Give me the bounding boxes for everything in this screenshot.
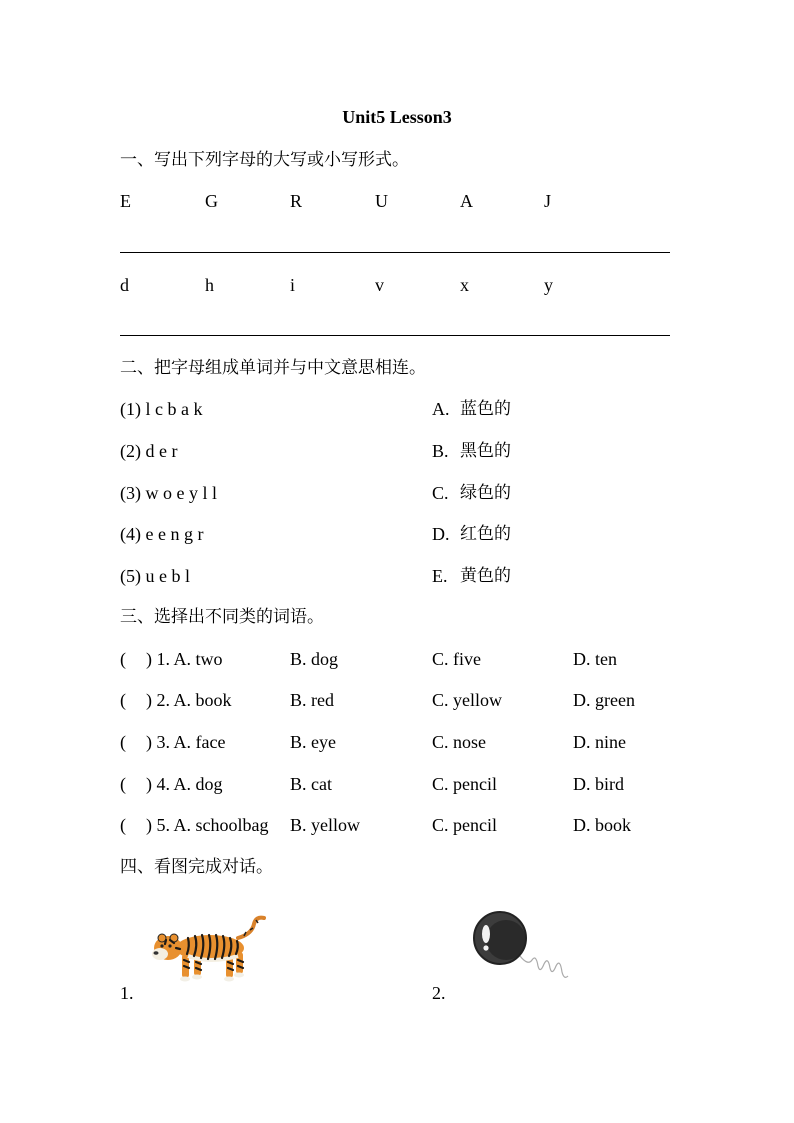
question-option-d: D. book [573, 815, 631, 835]
section4-heading: 四、看图完成对话。 [120, 857, 273, 877]
letter-row2-item: x [460, 275, 469, 295]
chinese-meaning: 蓝色的 [460, 399, 511, 419]
question-option-b: B. cat [290, 774, 332, 794]
letter-row1-item: E [120, 191, 131, 211]
question-option-d: D. nine [573, 732, 626, 752]
yoyo-image [470, 910, 574, 986]
chinese-meaning: 红色的 [460, 524, 511, 544]
letter-row1-item: A [460, 191, 473, 211]
option-letter: D. [432, 524, 450, 544]
chinese-meaning: 黑色的 [460, 441, 511, 461]
question-option-d: D. ten [573, 649, 617, 669]
option-letter: E. [432, 566, 448, 586]
answer-line-2[interactable] [120, 335, 670, 336]
tiger-image [140, 912, 272, 984]
letter-row2-item: i [290, 275, 296, 295]
scrambled-word: (5) u e b l [120, 566, 190, 586]
chinese-meaning: 黄色的 [460, 566, 511, 586]
answer-paren[interactable]: ( [120, 732, 126, 752]
question-option-d: D. bird [573, 774, 624, 794]
letter-row1-item: U [375, 191, 388, 211]
option-letter: B. [432, 441, 449, 461]
question-option-c: C. pencil [432, 774, 497, 794]
scrambled-word: (3) w o e y l l [120, 483, 217, 503]
section3-heading: 三、选择出不同类的词语。 [120, 607, 324, 627]
page-title: Unit5 Lesson3 [342, 107, 452, 127]
answer-line-1[interactable] [120, 252, 670, 253]
scrambled-word: (1) l c b a k [120, 399, 203, 419]
question-option-b: B. dog [290, 649, 339, 669]
letter-row1-item: R [290, 191, 303, 211]
question-option-a: ) 3. A. face [146, 732, 226, 752]
question-option-c: C. five [432, 649, 481, 669]
picture-number: 2. [432, 983, 446, 1003]
letter-row2-item: v [375, 275, 384, 295]
scrambled-word: (4) e e n g r [120, 524, 204, 544]
option-letter: C. [432, 483, 449, 503]
letter-row2-item: d [120, 275, 129, 295]
letter-row1-item: J [544, 191, 552, 211]
picture-number: 1. [120, 983, 134, 1003]
answer-paren[interactable]: ( [120, 649, 126, 669]
section2-heading: 二、把字母组成单词并与中文意思相连。 [120, 358, 426, 378]
section1-heading: 一、写出下列字母的大写或小写形式。 [120, 150, 409, 170]
chinese-meaning: 绿色的 [460, 483, 511, 503]
answer-paren[interactable]: ( [120, 815, 126, 835]
scrambled-word: (2) d e r [120, 441, 178, 461]
letter-row1-item: G [205, 191, 218, 211]
letter-row2-item: y [544, 275, 553, 295]
option-letter: A. [432, 399, 450, 419]
question-option-a: ) 4. A. dog [146, 774, 223, 794]
question-option-b: B. red [290, 690, 334, 710]
question-option-a: ) 5. A. schoolbag [146, 815, 269, 835]
question-option-c: C. yellow [432, 690, 502, 710]
question-option-c: C. nose [432, 732, 486, 752]
letter-row2-item: h [205, 275, 214, 295]
question-option-b: B. eye [290, 732, 336, 752]
answer-paren[interactable]: ( [120, 690, 126, 710]
question-option-c: C. pencil [432, 815, 497, 835]
question-option-a: ) 2. A. book [146, 690, 232, 710]
question-option-a: ) 1. A. two [146, 649, 223, 669]
question-option-b: B. yellow [290, 815, 360, 835]
answer-paren[interactable]: ( [120, 774, 126, 794]
question-option-d: D. green [573, 690, 635, 710]
